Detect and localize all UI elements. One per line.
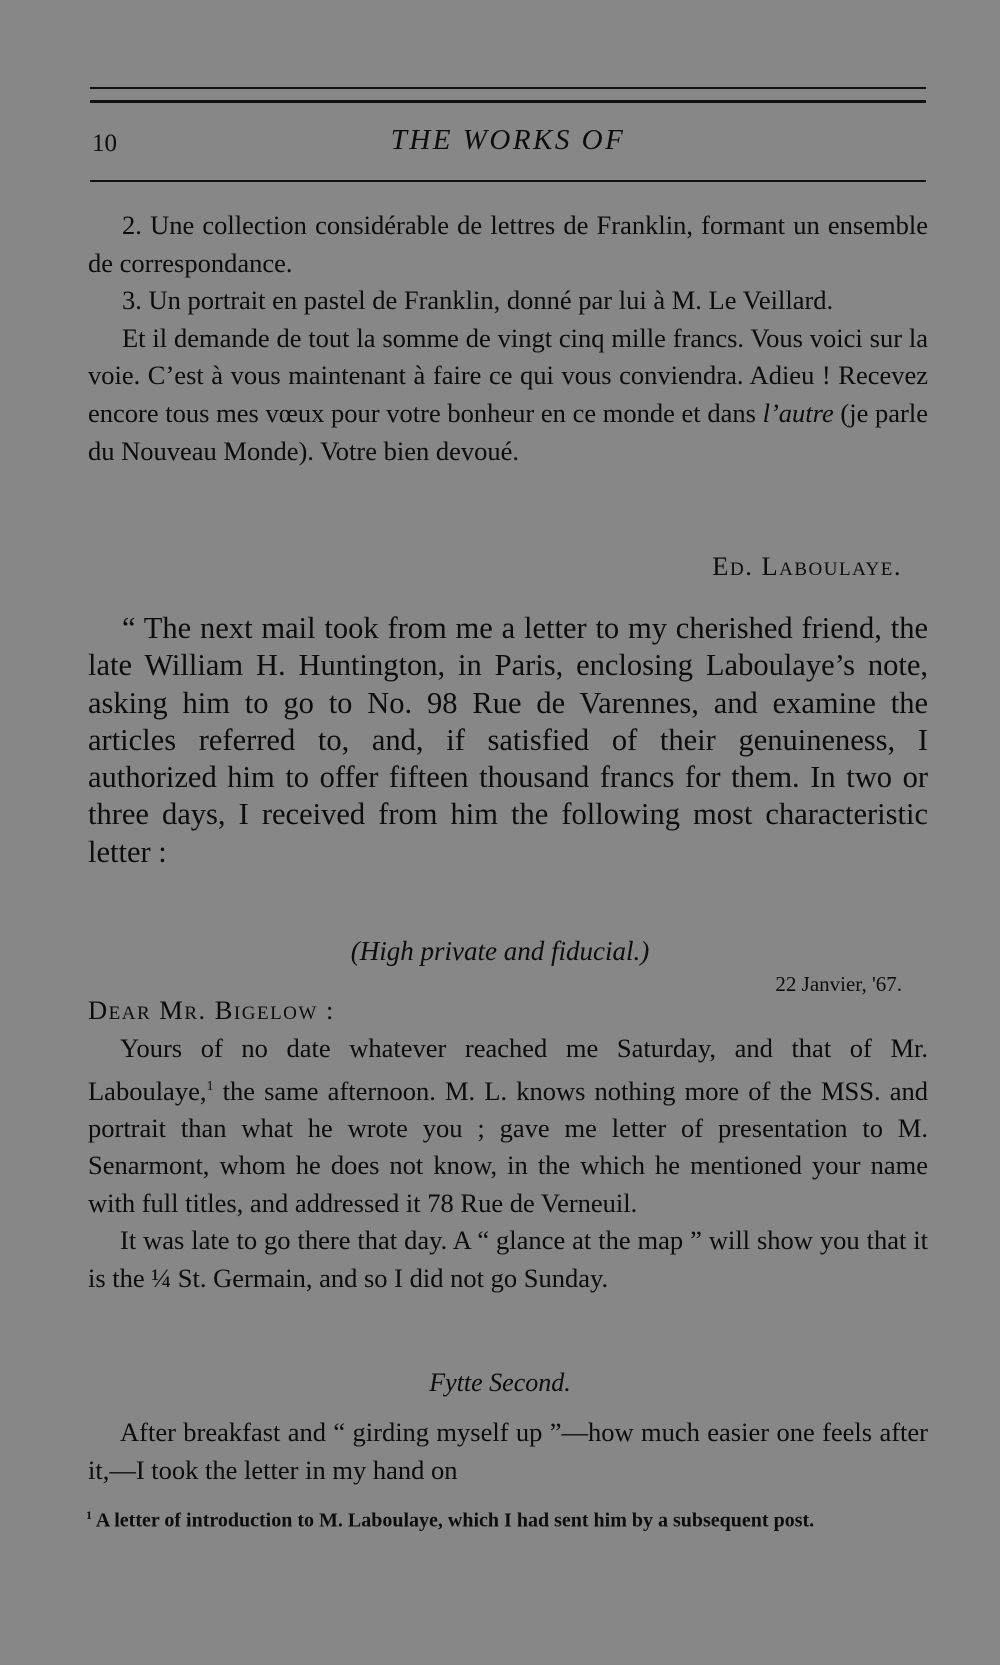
- running-title: THE WORKS OF: [390, 124, 626, 156]
- header-rule: [90, 180, 926, 182]
- french-letter: [88, 207, 928, 470]
- top-rule-thin: [90, 100, 926, 103]
- letter-signature: Ed. Laboulaye.: [712, 551, 902, 581]
- letter2-paragraph-2: It was late to go there that day. A “ glance at the map ” will show you that it is the ¼ St. Germain, and so I did not go Sunday.: [88, 1225, 928, 1293]
- footnote-text: A letter of introduction to M. Laboulaye, which I had sent him by a subsequent post.: [92, 1509, 815, 1532]
- letter2-paragraph-1: Yours of no date whatever reached me Saturday, and that of Mr. Laboulaye,$^1$ the same afternoon. M. L. knows nothing more of the MSS. and portrait than what he wrote you ; gave me letter of presentation to M. Senarmont, whom he does not know, in the which he mentioned your name with full titles, and addressed it 78 Rue de Verneuil.: [88, 1033, 928, 1218]
- section-heading: Fytte Second.: [429, 1368, 571, 1397]
- letter2-paragraph-3: After breakfast and “ girding myself up ”—how much easier one feels after it,—I took the letter in my hand on: [88, 1417, 928, 1485]
- page-number: 10: [92, 130, 117, 157]
- salutation: Dear Mr. Bigelow :: [88, 995, 335, 1025]
- letter-date: 22 Janvier, '67.: [775, 972, 902, 996]
- narrative-text: “ The next mail took from me a letter to my cherished friend, the late William H. Huntington, in Paris, enclosing Laboulaye’s note, asking him to go to No. 98 Rue de Varennes, and examine the articles referred to, and, if satisfied of their genuineness, I authorized him to offer fifteen thousand francs for them. In two or three days, I received from him the following most characteristic letter :: [88, 611, 928, 869]
- footnote-reference: 1: [206, 1078, 214, 1094]
- letter-heading-note: (High private and fiducial.): [350, 936, 650, 966]
- huntington-letter: [88, 1030, 928, 1297]
- letter-closing-paragraph: Et il demande de tout la somme de vingt cinq mille francs. Vous voici sur la voie. C’est à vous maintenant à faire ce qui vous conviendra. Adieu ! Recevez encore tous mes vœux pour votre bonheur en ce monde et dans l’autre (je parle du Nouveau Monde). Votre bien devoué.: [88, 322, 928, 466]
- top-rule-thick: [90, 87, 926, 89]
- narrative-paragraph: [88, 610, 928, 871]
- letter2-continuation: [88, 1414, 928, 1489]
- running-header: [90, 122, 926, 166]
- footnote-marker: 1: [86, 1508, 92, 1522]
- letter-item-3: 3. Un portrait en pastel de Franklin, donné par lui à M. Le Veillard.: [122, 285, 834, 316]
- footnote: [86, 1503, 928, 1534]
- emphasis-lautre: l’autre: [762, 397, 834, 428]
- letter-item-2: 2. Une collection considérable de lettres de Franklin, formant un ensemble de correspondance.: [88, 210, 928, 278]
